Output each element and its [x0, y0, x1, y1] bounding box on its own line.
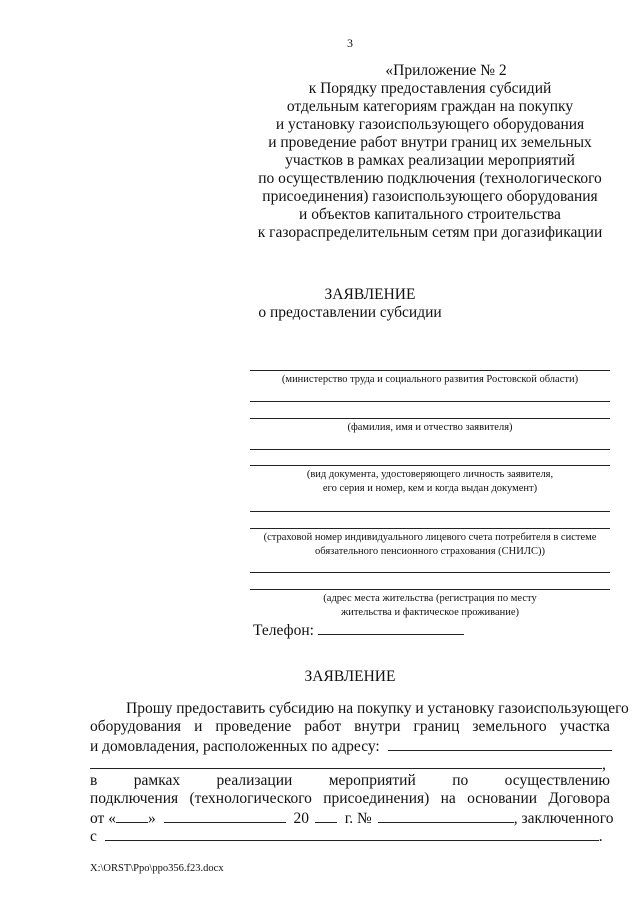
header-title: ЗАЯВЛЕНИЕ — [324, 286, 416, 303]
body-word: проведение — [215, 718, 292, 735]
snils-field-line[interactable] — [250, 528, 610, 529]
body-line-3 — [90, 736, 610, 754]
appendix-line: к газораспределительным сетям при догазификации — [257, 224, 603, 241]
body-line-7 — [90, 808, 614, 827]
body-word: земельного — [472, 718, 547, 735]
appendix-line: по осуществлению подключения (технологического — [258, 170, 602, 187]
body-word: рамках — [133, 772, 181, 789]
body-line-5 — [90, 772, 610, 790]
address-input-line[interactable] — [388, 736, 612, 751]
ministry-caption: (министерство труда и социального развития Ростовской области) — [281, 374, 579, 385]
year-field[interactable] — [315, 808, 337, 823]
body-word: основании — [467, 790, 538, 807]
with-label: с — [90, 828, 97, 845]
date-prefix: от « — [90, 810, 116, 827]
appendix-header — [230, 62, 610, 242]
body-word: и — [194, 718, 203, 735]
appendix-line: отдельным категориям граждан на покупку — [286, 98, 574, 115]
appendix-line: участков в рамках реализации мероприятий — [285, 152, 575, 169]
body-title: ЗАЯВЛЕНИЕ — [304, 668, 396, 685]
ministry-field-line[interactable] — [250, 370, 610, 371]
document-field-line[interactable] — [250, 465, 610, 466]
phone-row — [253, 620, 464, 640]
header-subtitle: о предоставлении субсидии — [258, 304, 442, 321]
body-word: внутри — [354, 718, 401, 735]
snils-field-line[interactable] — [250, 511, 610, 512]
body-word: оборудования — [90, 718, 182, 735]
year-prefix: 20 — [293, 810, 309, 827]
concluded-text: , заключенного — [513, 810, 614, 827]
page-number: 3 — [347, 36, 353, 50]
body-word: Договора — [548, 790, 610, 807]
body-word: осуществлению — [504, 772, 610, 789]
body-word: подключения — [90, 790, 179, 807]
body-line-4 — [90, 754, 610, 772]
appendix-line: и проведение работ внутри границ их земельных — [268, 134, 592, 151]
appendix-line: и установку газоиспользующего оборудования — [275, 116, 585, 133]
address-input-line[interactable] — [90, 754, 602, 769]
snils-caption: обязательного пенсионного страхования (СНИЛС)) — [315, 546, 545, 557]
month-field[interactable] — [164, 808, 286, 823]
contract-number-label: г. № — [344, 810, 372, 827]
body-word: участка — [559, 718, 610, 735]
snils-caption: (страховой номер индивидуального лицевого счета потребителя в системе — [263, 532, 597, 543]
fio-field-line[interactable] — [250, 418, 610, 419]
party-field[interactable] — [105, 826, 599, 841]
body-word: присоединения) — [323, 790, 430, 807]
address-caption: жительства и фактическое проживание) — [340, 607, 520, 618]
body-word: на — [440, 790, 456, 807]
file-path-footer: X:\ORST\Ppo\ppo356.f23.docx — [90, 863, 224, 874]
document-caption: его серия и номер, кем и когда выдан документ) — [322, 483, 538, 494]
body-word: в — [90, 772, 98, 789]
address-field-line[interactable] — [250, 572, 610, 573]
document-caption: (вид документа, удостоверяющего личность заявителя, — [306, 469, 554, 480]
body-word: по — [452, 772, 469, 789]
period: . — [598, 828, 603, 845]
phone-field[interactable] — [318, 620, 464, 635]
body-text: и домовладения, расположенных по адресу: — [90, 738, 380, 755]
body-line-1 — [126, 700, 629, 718]
address-caption: (адрес места жительства (регистрация по месту — [323, 593, 537, 604]
body-word: (технологического — [189, 790, 312, 807]
body-text: Прошу предоставить субсидию на покупку и установку газоиспользующего — [126, 700, 629, 717]
body-word: границ — [413, 718, 460, 735]
address-field-line[interactable] — [250, 589, 610, 590]
body-word: реализации — [216, 772, 293, 789]
body-word: работ — [304, 718, 342, 735]
appendix-line: «Приложение № 2 — [385, 62, 507, 79]
body-line-8 — [90, 826, 610, 844]
body-line-2 — [90, 718, 610, 736]
body-line-6 — [90, 790, 610, 808]
day-field[interactable] — [116, 808, 148, 823]
fio-field-line[interactable] — [250, 401, 610, 402]
document-field-line[interactable] — [250, 449, 610, 450]
date-quote: » — [147, 810, 156, 827]
comma: , — [602, 756, 606, 773]
contract-number-field[interactable] — [378, 808, 514, 823]
appendix-line: присоединения) газоиспользующего оборудования — [262, 188, 598, 205]
fio-caption: (фамилия, имя и отчество заявителя) — [347, 422, 513, 433]
body-word: мероприятий — [328, 772, 416, 789]
phone-label: Телефон: — [253, 622, 314, 639]
appendix-line: и объектов капитального строительства — [299, 206, 561, 223]
appendix-line: к Порядку предоставления субсидий — [308, 80, 552, 97]
